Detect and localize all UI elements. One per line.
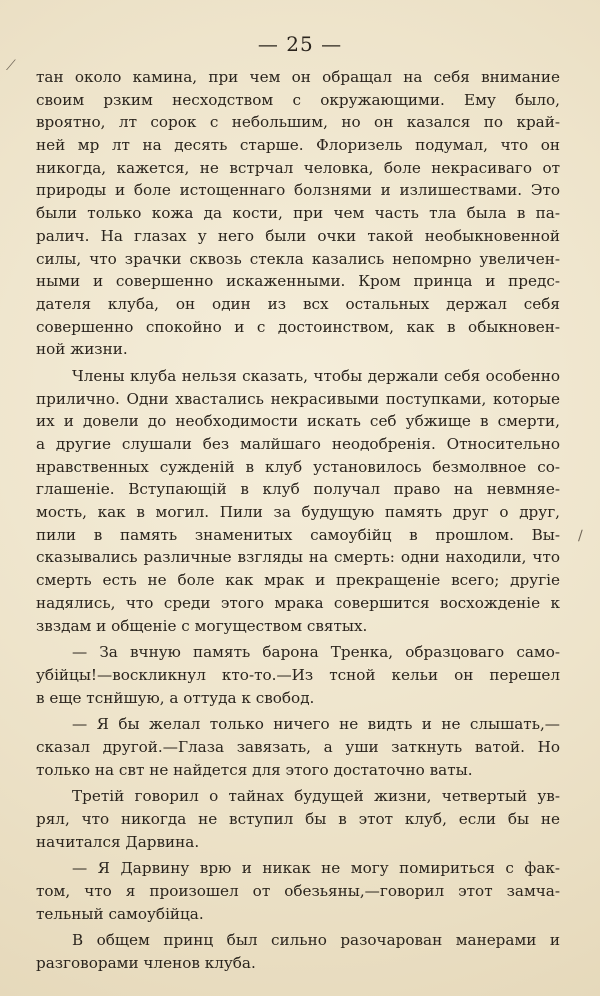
- text-line: — Я Дарвину врю и никак не могу помириться с фак-: [72, 859, 560, 878]
- text-line: пили в память знаменитых самоубійц в прошлом. Вы-: [36, 525, 560, 544]
- text-line: нравственных сужденій в клуб установилось безмолвное со-: [36, 457, 560, 476]
- text-line: силы, что зрачки сквозь стекла казались непомрно увеличен-: [36, 249, 560, 268]
- paragraph: [36, 66, 560, 361]
- text-line: — Я бы желал только ничего не видть и не слышать,—: [72, 715, 560, 734]
- margin-stroke-mark: ∕: [578, 528, 583, 544]
- page-text: [36, 66, 560, 975]
- text-line: вроятно, лт сорок с небольшим, но он казался по край-: [36, 113, 560, 132]
- page-number: — 25 —: [257, 32, 343, 56]
- text-line: ралич. На глазах у него были очки такой необыкновенной: [36, 226, 560, 245]
- paragraph: [36, 929, 560, 974]
- text-line: совершенно спокойно и с достоинством, как в обыкновен-: [36, 317, 560, 336]
- text-line: надялись, что среди этого мрака совершится восхожденіе к: [36, 593, 560, 612]
- text-line: а другие слушали без малйшаго неодобренія. Относительно: [36, 435, 560, 453]
- text-line: своим рзким несходством с окружающими. Ему было,: [36, 90, 560, 109]
- text-line: никогда, кажется, не встрчал человка, боле некрасиваго от: [36, 158, 560, 177]
- text-line: том, что я произошел от обезьяны,—говорил этот замча-: [36, 882, 560, 901]
- text-line: только на свт не найдется для этого достаточно ваты.: [36, 760, 473, 779]
- text-line: разговорами членов клуба.: [36, 954, 256, 973]
- text-line: сказал другой.—Глаза завязать, а уши заткнуть ватой. Но: [36, 737, 560, 756]
- text-line: рял, что никогда не вступил бы в этот клуб, если бы не: [36, 810, 560, 828]
- text-line: — За вчную память барона Тренка, образцоваго само-: [72, 643, 560, 662]
- text-line: В общем принц был сильно разочарован манерами и: [72, 931, 560, 950]
- text-line: мость, как в могил. Пили за будущую память друг о друг,: [36, 503, 560, 522]
- text-line: природы и боле истощеннаго болзнями и излишествами. Это: [36, 181, 560, 200]
- paragraph: [36, 857, 560, 925]
- text-line: звздам и общеніе с могуществом святых.: [36, 616, 368, 635]
- text-line: тельный самоубійца.: [36, 904, 204, 923]
- text-line: глашеніе. Вступающій в клуб получал право на невмняе-: [36, 480, 560, 499]
- text-line: Третій говорил о тайнах будущей жизни, четвертый ув-: [72, 787, 560, 806]
- text-line: ней мр лт на десять старше. Флоризель подумал, что он: [36, 136, 560, 155]
- paragraph: [36, 785, 560, 853]
- text-line: начитался Дарвина.: [36, 832, 200, 851]
- paragraph: [36, 641, 560, 709]
- text-line: ной жизни.: [36, 340, 128, 359]
- text-line: смерть есть не боле как мрак и прекращеніе всего; другіе: [36, 571, 560, 590]
- text-line: Члены клуба нельзя сказать, чтобы держали себя особенно: [72, 366, 560, 385]
- text-line: прилично. Одни хвастались некрасивыми поступками, которые: [36, 389, 560, 408]
- text-line: убійцы!—воскликнул кто-то.—Из тсной кельи он перешел: [36, 665, 560, 684]
- text-line: их и довели до необходимости искать себ убжище в смерти,: [36, 412, 560, 431]
- text-line: дателя клуба, он один из всх остальных держал себя: [36, 294, 560, 313]
- text-line: тан около камина, при чем он обращал на себя внимание: [36, 68, 560, 86]
- text-line: в еще тснйшую, а оттуда к свобод.: [36, 688, 315, 707]
- text-line: были только кожа да кости, при чем часть тла была в па-: [36, 204, 560, 223]
- paragraph: [36, 365, 560, 637]
- margin-stroke-mark: ⟋: [6, 58, 16, 74]
- paragraph: [36, 713, 560, 781]
- text-line: сказывались различные взгляды на смерть: одни находили, что: [36, 548, 560, 567]
- text-line: ными и совершенно искаженными. Кром принца и предс-: [36, 272, 560, 291]
